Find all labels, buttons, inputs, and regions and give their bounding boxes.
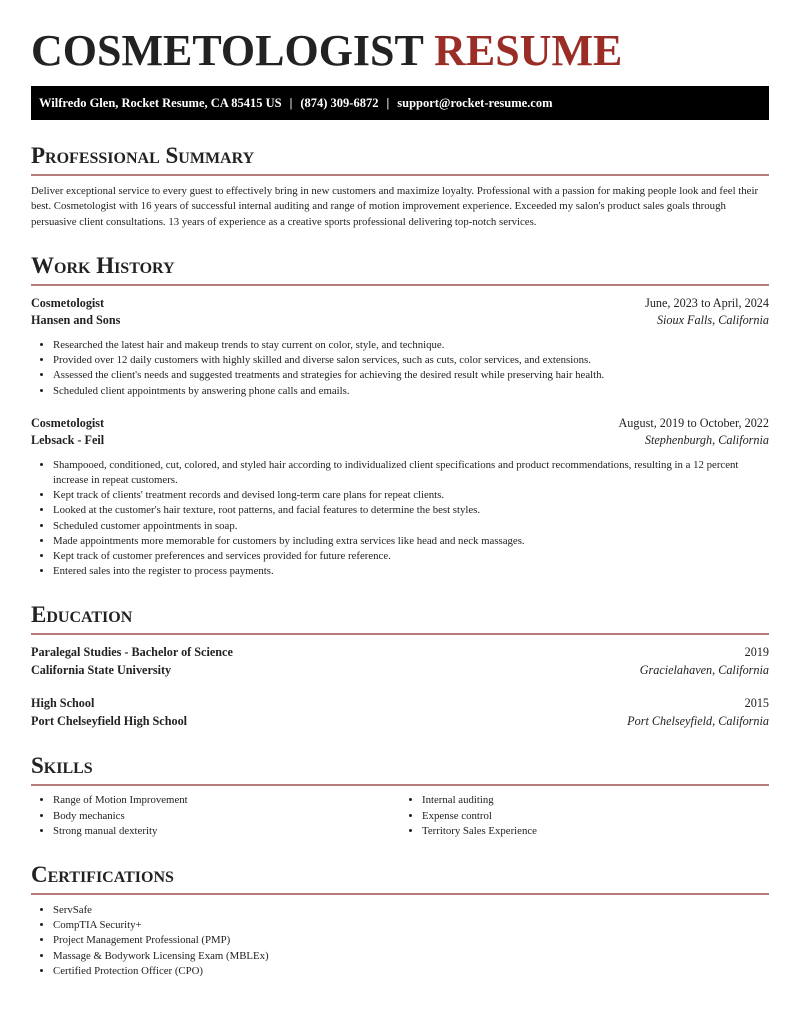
job-subheader: [31, 432, 769, 450]
education-subheader: [31, 662, 769, 680]
title-main: COSMETOLOGIST: [31, 26, 424, 75]
job-bullet: • Looked at the customer's hair texture, root patterns, and facial features to determine the best styles.: [53, 503, 769, 518]
certification-item: • ServSafe: [53, 903, 769, 918]
job-bullet: • Made appointments more memorable for customers by including extra services like head and neck massages.: [53, 534, 769, 549]
job-bullet: • Kept track of customer preferences and services provided for future reference.: [53, 549, 769, 564]
certification-item: • CompTIA Security+: [53, 918, 769, 933]
skill-item: • Internal auditing: [422, 793, 769, 808]
education-header: [31, 644, 769, 662]
degree: High School: [31, 696, 95, 711]
education-entry: [31, 695, 769, 730]
skill-item: • Strong manual dexterity: [53, 824, 400, 839]
resume-title: [31, 28, 769, 74]
job-company: Hansen and Sons: [31, 313, 121, 328]
education-header: [31, 695, 769, 713]
education-entry: [31, 644, 769, 679]
skill-item: • Body mechanics: [53, 809, 400, 824]
job-location: Sioux Falls, California: [656, 313, 769, 328]
section-heading-skills: Skills: [31, 752, 769, 786]
skills-right: [400, 793, 769, 839]
certification-item: • Massage & Bodywork Licensing Exam (MBLEx): [53, 949, 769, 964]
school-location: Port Chelseyfield, California: [627, 713, 769, 728]
title-accent: RESUME: [434, 26, 623, 75]
job-header: [31, 415, 769, 433]
contact-bar: [31, 86, 769, 120]
job-bullet: • Researched the latest hair and makeup trends to stay current on color, style, and technique.: [53, 338, 769, 353]
job-bullet: • Assessed the client's needs and suggested treatments and strategies for achieving the desired result while preserving hair health.: [53, 368, 769, 383]
separator: |: [386, 96, 390, 110]
school: Port Chelseyfield High School: [31, 713, 188, 728]
job-entry: [31, 295, 769, 399]
contact-phone: (874) 309-6872: [300, 96, 379, 110]
section-heading-work: Work History: [31, 252, 769, 286]
job-bullet: • Kept track of clients' treatment records and devised long-term care plans for repeat clients.: [53, 488, 769, 503]
section-heading-summary: Professional Summary: [31, 142, 769, 176]
job-bullet: • Shampooed, conditioned, cut, colored, and styled hair according to individualized client specifications and product recommendations, resulting in a 12 percent increase in repeat customers.: [53, 458, 769, 488]
skill-item: • Territory Sales Experience: [422, 824, 769, 839]
school: California State University: [31, 662, 172, 677]
section-heading-certifications: Certifications: [31, 861, 769, 895]
job-bullet: • Provided over 12 daily customers with highly skilled and diverse salon services, such as cuts, color services, and extensions.: [53, 353, 769, 368]
job-bullet: • Scheduled client appointments by answering phone calls and emails.: [53, 384, 769, 399]
job-header: [31, 295, 769, 313]
skills-left: [31, 793, 400, 839]
skill-item: • Range of Motion Improvement: [53, 793, 400, 808]
resume: [31, 28, 769, 979]
job-dates: June, 2023 to April, 2024: [645, 295, 769, 310]
certification-item: • Certified Protection Officer (CPO): [53, 964, 769, 979]
graduation-year: 2019: [744, 645, 769, 660]
job-entry: [31, 415, 769, 580]
section-heading-education: Education: [31, 601, 769, 635]
skill-item: • Expense control: [422, 809, 769, 824]
certification-item: • Project Management Professional (PMP): [53, 933, 769, 948]
summary-text: Deliver exceptional service to every guest to effectively bring in new customers and maximize loyalty. Professional with a passion for making people look and feel their best. Cosmetologist with 16 years of successful internal auditing and range of motion improvement experience. Exceeded my salon's product sales goals through persuasive client consultations. 13 years of experience as a creative sports professional delivering top-notch services.: [31, 185, 759, 228]
school-location: Gracielahaven, California: [639, 662, 769, 677]
contact-address: Wilfredo Glen, Rocket Resume, CA 85415 US: [39, 96, 282, 110]
job-bullet: • Scheduled customer appointments in soap.: [53, 519, 769, 534]
job-location: Stephenburgh, California: [644, 433, 769, 448]
job-bullet: • Entered sales into the register to process payments.: [53, 564, 769, 579]
job-bullets: [31, 458, 769, 580]
job-bullets: [31, 338, 769, 399]
job-dates: August, 2019 to October, 2022: [618, 415, 769, 430]
job-subheader: [31, 312, 769, 330]
job-title: Cosmetologist: [31, 295, 105, 310]
separator: |: [289, 96, 293, 110]
certifications-list: [31, 903, 769, 979]
job-title: Cosmetologist: [31, 415, 105, 430]
graduation-year: 2015: [744, 696, 769, 711]
skills-list: [31, 786, 769, 839]
job-company: Lebsack - Feil: [31, 433, 105, 448]
education-subheader: [31, 713, 769, 731]
degree: Paralegal Studies - Bachelor of Science: [31, 645, 233, 660]
contact-email: support@rocket-resume.com: [397, 96, 553, 110]
